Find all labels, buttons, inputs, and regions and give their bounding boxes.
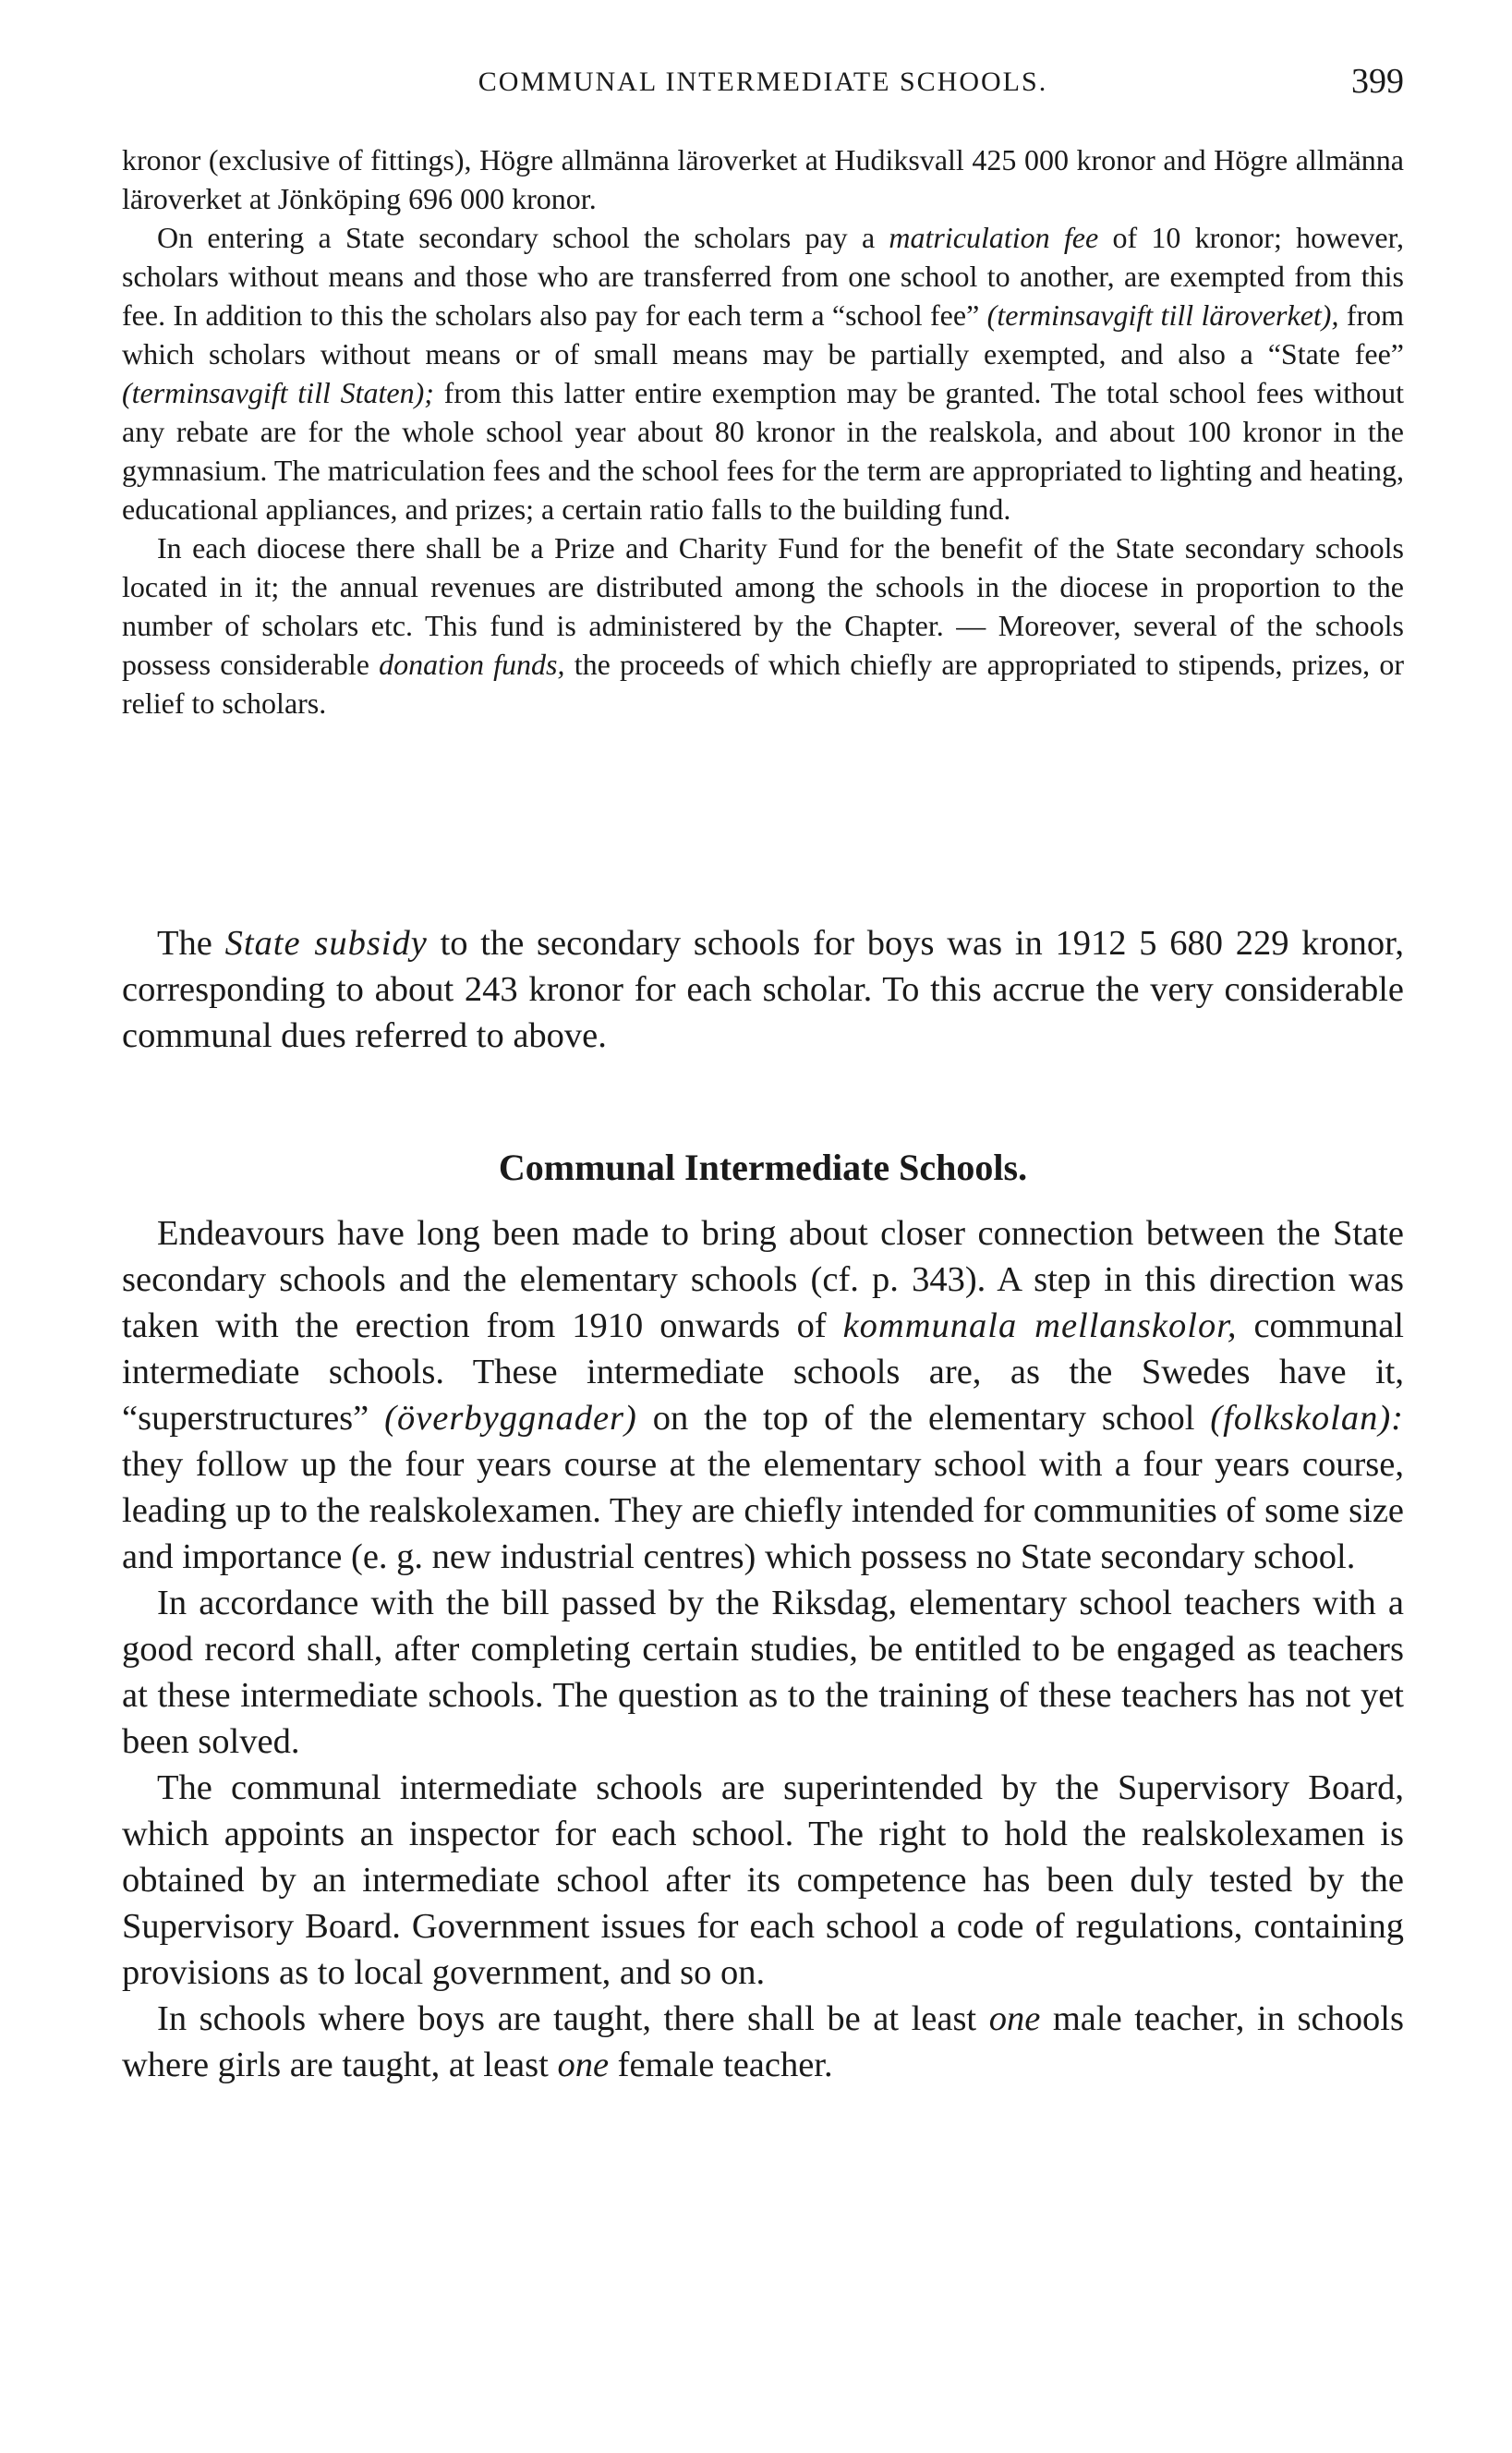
text-run: from which scholars without means or of small means may be partially exempted, and also a “State fee” <box>122 298 1405 370</box>
running-head <box>122 61 1404 107</box>
emphasis-kommunala-mellanskolor: kommunala mellanskolor, <box>842 1306 1238 1345</box>
text-run: communal intermediate schools. These intermediate schools are, as the Swedes have it, “superstructures” <box>122 1306 1404 1438</box>
text-run: of 10 kronor; however, scholars without means and those who are transferred from one school to another, are exempted from this fee. In addition to this the scholars also pay for each term a “school fee” <box>122 221 1405 332</box>
subsidy-block <box>122 920 1404 1059</box>
section-heading: Communal Intermediate Schools. <box>498 1147 1028 1188</box>
emphasis-matriculation-fee: matriculation fee <box>889 221 1099 254</box>
emphasis-folkskolan: (folkskolan): <box>1210 1399 1405 1438</box>
emphasis-state-subsidy: State subsidy <box>224 924 428 963</box>
text-run: the proceeds of which chiefly are appropriated to stipends, prizes, or relief to scholars. <box>122 648 1405 720</box>
text-run: In each diocese there shall be a Prize and Charity Fund for the benefit of the State secondary schools located in it; the annual revenues are distributed among the schools in the diocese in proportion to the number of scholars etc. This fund is administered by the Chapter. — Moreover, several of the schools possess considerable <box>122 531 1404 681</box>
paragraph-prize-fund <box>122 528 1404 723</box>
emphasis-terminsavgift-laroverket: (terminsavgift till läroverket), <box>986 298 1339 332</box>
paragraph-kronor-continuation: kronor (exclusive of fittings), Högre allmänna läroverket at Hudiksvall 425 000 kronor and Högre allmänna läroverket at Jönköping 696 000 kronor. <box>122 143 1404 215</box>
emphasis-terminsavgift-staten: (terminsavgift till Staten); <box>122 376 434 409</box>
emphasis-donation-funds: donation funds, <box>379 648 565 681</box>
paragraph-fees <box>122 218 1404 528</box>
text-run: to the secondary schools for boys was in 1912 5 680 229 kronor, corresponding to about 243 kronor for each scholar. To this accrue the very considerable communal dues referred to above. <box>122 924 1404 1055</box>
text-run: In schools where boys are taught, there shall be at least <box>157 1999 989 2038</box>
page-number: 399 <box>1351 62 1404 101</box>
text-run: on the top of the elementary school <box>636 1399 1211 1438</box>
top-text-block <box>122 140 1404 723</box>
paragraph-supervision: The communal intermediate schools are superintended by the Supervisory Board, which appoints an inspector for each school. The right to hold the realskolexamen is obtained by an intermediate school after its competence has been duly tested by the Supervisory Board. Government issues for each school a code of regulations, containing provisions as to local government, and so on. <box>122 1768 1404 1992</box>
emphasis-one: one <box>557 2046 610 2084</box>
text-run: they follow up the four years course at the elementary school with a four years course, leading up to the realskolexamen. They are chiefly intended for communities of some size and importance (e. g. new industrial centres) which possess no State secondary school. <box>122 1445 1404 1576</box>
running-title: COMMUNAL INTERMEDIATE SCHOOLS. <box>478 67 1048 97</box>
paragraph-state-subsidy <box>122 920 1404 1059</box>
text-run: Endeavours have long been made to bring about closer connection between the State secondary schools and the elementary schools (cf. p. 343). A step in this direction was taken with the erection from 1910 onwards of <box>122 1214 1404 1345</box>
text-run: On entering a State secondary school the scholars pay a <box>157 221 889 254</box>
emphasis-one: one <box>988 1999 1041 2038</box>
text-run: male teacher, in schools where girls are taught, at least <box>122 1999 1404 2084</box>
paragraph-teachers: In accordance with the bill passed by the Riksdag, elementary school teachers with a good record shall, after completing certain studies, be entitled to be engaged as teachers at these intermediate schools. The question as to the training of these teachers has not yet been solved. <box>122 1584 1404 1761</box>
paragraph-male-female-teacher <box>122 1996 1404 2088</box>
text-run: female teacher. <box>609 2046 833 2084</box>
text-run: from this latter entire exemption may be granted. The total school fees without any rebate are for the whole school year about 80 kronor in the realskola, and about 100 kronor in the gymnasium. The matriculation fees and the school fees for the term are appropriated to lighting and heating, educational appliances, and prizes; a certain ratio falls to the building fund. <box>122 376 1405 526</box>
emphasis-overbyggnader: (överbyggnader) <box>384 1399 637 1438</box>
section-body <box>122 1210 1404 2088</box>
paragraph-endeavours <box>122 1210 1404 1580</box>
text-run: The <box>157 924 225 963</box>
